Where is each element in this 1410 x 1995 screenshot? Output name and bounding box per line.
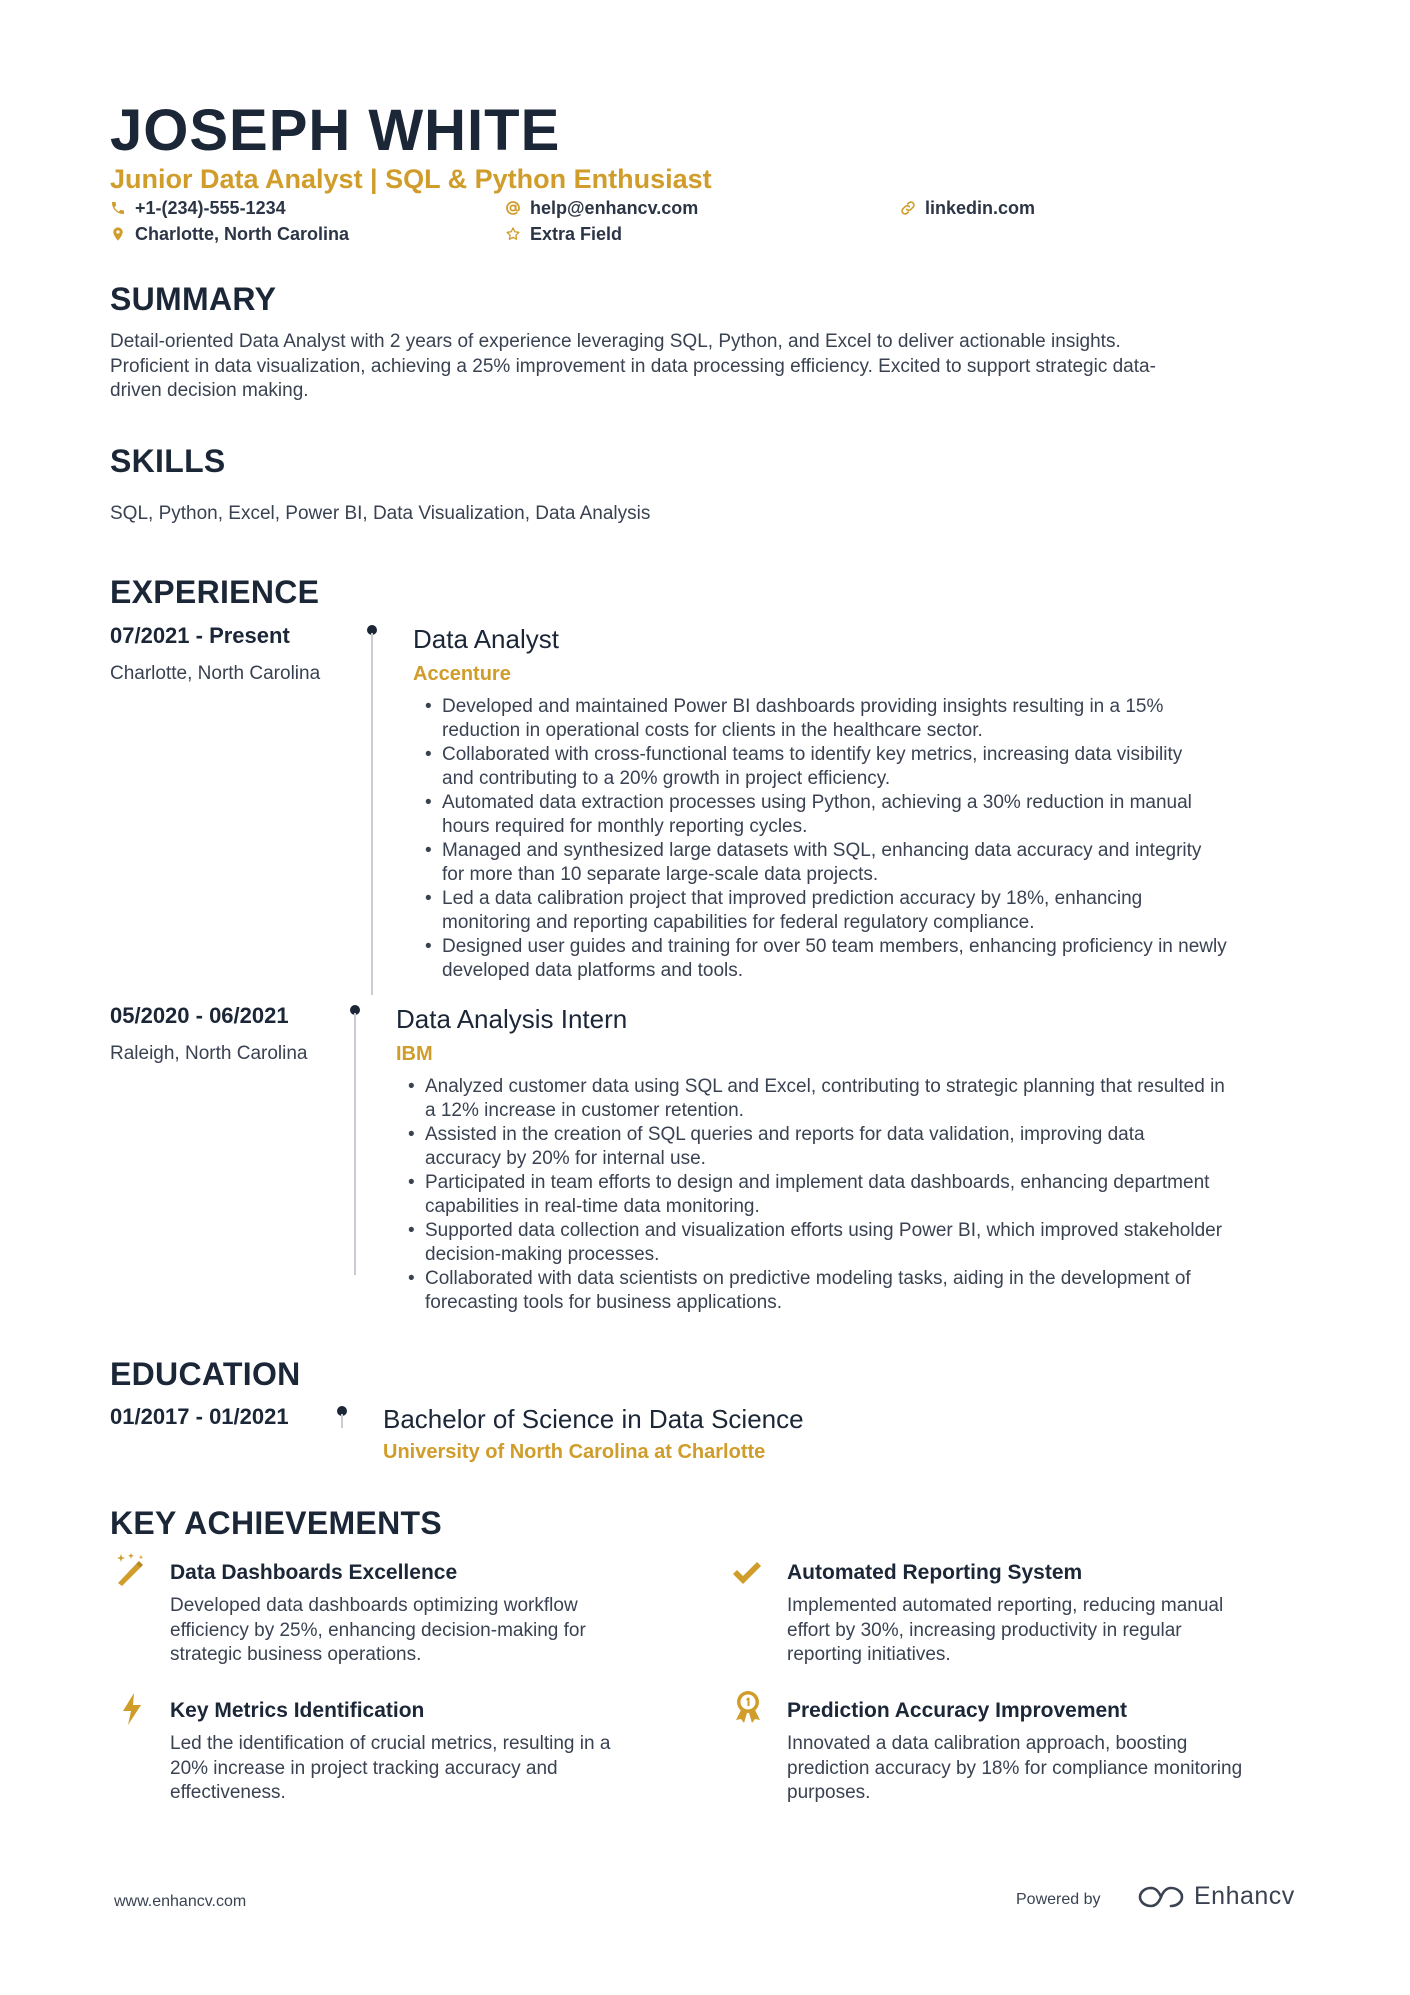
- list-item: • Developed and maintained Power BI dashboards providing insights resulting in a 15% reduction in operational costs for clients in the healthcare sector.: [423, 695, 1323, 743]
- job-title: Data Analyst: [413, 624, 559, 654]
- summary-line: Proficient in data visualization, achieving a 25% improvement in data processing efficiency. Excited to support strategic data-: [110, 355, 1156, 377]
- checkmark-icon: [731, 1557, 763, 1591]
- summary-line: driven decision making.: [110, 380, 309, 401]
- degree-title: Bachelor of Science in Data Science: [383, 1404, 804, 1434]
- job-dates: 07/2021 - Present: [110, 623, 290, 648]
- job-bullets: [423, 695, 1323, 983]
- enhancv-logo-icon: [1138, 1884, 1184, 1910]
- skills-heading: SKILLS: [110, 443, 226, 479]
- list-item: • Designed user guides and training for over 50 team members, enhancing proficiency in newly developed data platforms and tools.: [423, 935, 1323, 983]
- list-item: • Automated data extraction processes using Python, achieving a 30% reduction in manual hours required for monthly reporting cycles.: [423, 791, 1323, 839]
- job-company: IBM: [396, 1043, 433, 1065]
- achievements-heading: KEY ACHIEVEMENTS: [110, 1505, 442, 1541]
- job-dates: 05/2020 - 06/2021: [110, 1003, 289, 1028]
- timeline-line: [341, 1414, 343, 1428]
- achievement-title: Automated Reporting System: [787, 1561, 1083, 1584]
- location-text: Charlotte, North Carolina: [135, 224, 350, 244]
- magic-wand-icon: [114, 1552, 146, 1586]
- education-heading: EDUCATION: [110, 1356, 301, 1392]
- job-location: Charlotte, North Carolina: [110, 663, 321, 684]
- email-text[interactable]: help@enhancv.com: [530, 198, 699, 218]
- contact-email: [505, 196, 698, 220]
- list-item: • Participated in team efforts to design and implement data dashboards, enhancing department capabilities in real-time data monitoring.: [406, 1171, 1326, 1219]
- job-location: Raleigh, North Carolina: [110, 1043, 308, 1064]
- job-title: Data Analysis Intern: [396, 1004, 628, 1034]
- timeline-line: [371, 633, 373, 995]
- phone-text[interactable]: +1-(234)-555-1234: [135, 198, 286, 218]
- contact-extra: [505, 222, 622, 246]
- summary-heading: SUMMARY: [110, 281, 277, 317]
- achievement-description: Led the identification of crucial metrics, resulting in a 20% increase in project tracking accuracy and effectiveness.: [170, 1733, 611, 1803]
- list-item: • Supported data collection and visualization efforts using Power BI, which improved stakeholder decision-making processes.: [406, 1219, 1326, 1267]
- achievement-title: Data Dashboards Excellence: [170, 1561, 458, 1584]
- contact-phone: [110, 196, 286, 220]
- candidate-headline: Junior Data Analyst | SQL & Python Enthusiast: [110, 164, 712, 194]
- school-name: University of North Carolina at Charlotte: [383, 1441, 766, 1463]
- extra-field-text: Extra Field: [530, 224, 623, 244]
- list-item: • Analyzed customer data using SQL and Excel, contributing to strategic planning that resulted in a 12% increase in customer retention.: [406, 1075, 1326, 1123]
- phone-icon: [110, 200, 126, 216]
- achievement-description: Implemented automated reporting, reducing manual effort by 30%, increasing productivity in regular reporting initiatives.: [787, 1595, 1224, 1665]
- award-medal-icon: [732, 1690, 764, 1724]
- footer-website[interactable]: www.enhancv.com: [114, 1893, 247, 1910]
- list-item: • Led a data calibration project that improved prediction accuracy by 18%, enhancing monitoring and reporting capabilities for federal regulatory compliance.: [423, 887, 1323, 935]
- star-icon: [505, 226, 521, 242]
- job-bullets: [406, 1075, 1326, 1315]
- linkedin-text[interactable]: linkedin.com: [925, 198, 1036, 218]
- list-item: • Managed and synthesized large datasets with SQL, enhancing data accuracy and integrity for more than 10 separate large-scale data projects.: [423, 839, 1323, 887]
- lightning-icon: [116, 1692, 148, 1726]
- experience-heading: EXPERIENCE: [110, 574, 320, 610]
- candidate-name: JOSEPH WHITE: [110, 98, 561, 163]
- contact-linkedin: [900, 196, 1035, 220]
- summary-text: [110, 330, 1310, 404]
- at-sign-icon: [505, 200, 521, 216]
- achievement-title: Prediction Accuracy Improvement: [787, 1699, 1127, 1722]
- skills-text: SQL, Python, Excel, Power BI, Data Visualization, Data Analysis: [110, 503, 651, 524]
- list-item: • Collaborated with cross-functional teams to identify key metrics, increasing data visibility and contributing to a 20% growth in project efficiency.: [423, 743, 1323, 791]
- achievement-description: Developed data dashboards optimizing workflow efficiency by 25%, enhancing decision-making for strategic business operations.: [170, 1595, 586, 1665]
- summary-line: Detail-oriented Data Analyst with 2 years of experience leveraging SQL, Python, and Excel to deliver actionable insights.: [110, 331, 1121, 352]
- location-pin-icon: [110, 226, 126, 242]
- enhancv-logo[interactable]: [1138, 1882, 1295, 1911]
- timeline-line: [354, 1013, 356, 1275]
- achievement-title: Key Metrics Identification: [170, 1699, 425, 1722]
- list-item: • Assisted in the creation of SQL queries and reports for data validation, improving data accuracy by 20% for internal use.: [406, 1123, 1326, 1171]
- list-item: • Collaborated with data scientists on predictive modeling tasks, aiding in the development of forecasting tools for business applications.: [406, 1267, 1326, 1315]
- achievement-description: Innovated a data calibration approach, boosting prediction accuracy by 18% for compliance monitoring purposes.: [787, 1733, 1243, 1803]
- enhancv-brand-text: Enhancv: [1194, 1882, 1295, 1910]
- contact-location: [110, 222, 349, 246]
- job-company: Accenture: [413, 663, 511, 685]
- footer-powered-by: Powered by: [1016, 1891, 1101, 1908]
- education-dates: 01/2017 - 01/2021: [110, 1404, 289, 1429]
- link-icon: [900, 200, 916, 216]
